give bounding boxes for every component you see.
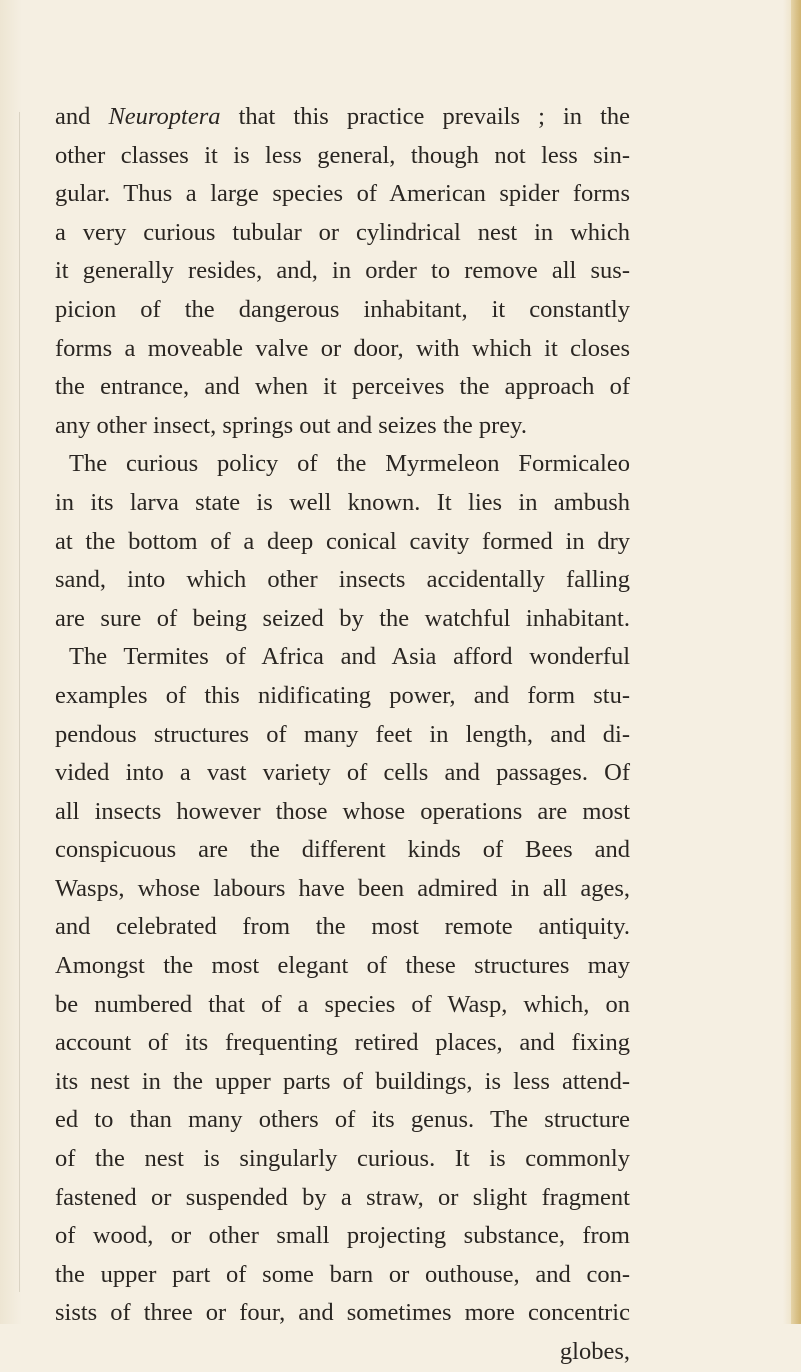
text-line: the upper part of some barn or outhouse, and con- bbox=[55, 1260, 630, 1288]
text-fragment: and bbox=[55, 103, 109, 130]
text-line: other classes it is less general, though not less sin- bbox=[55, 141, 630, 169]
text-line: the entrance, and when it perceives the approach of bbox=[55, 373, 630, 401]
text-line: of wood, or other small projecting substance, from bbox=[55, 1222, 630, 1250]
text-line: at the bottom of a deep conical cavity formed in dry bbox=[55, 527, 630, 555]
page-gutter-line bbox=[19, 112, 20, 1292]
text-line bbox=[55, 98, 630, 137]
text-line: a very curious tubular or cylindrical nest in which bbox=[55, 218, 630, 246]
text-line: it generally resides, and, in order to remove all sus- bbox=[55, 257, 630, 285]
text-line: and celebrated from the most remote antiquity. bbox=[55, 913, 630, 941]
text-line: gular. Thus a large species of American spider forms bbox=[55, 180, 630, 208]
text-line: be numbered that of a species of Wasp, which, on bbox=[55, 990, 630, 1018]
body-text bbox=[55, 98, 630, 1372]
text-line: ed to than many others of its genus. The structure bbox=[55, 1106, 630, 1134]
text-line: Wasps, whose labours have been admired in all ages, bbox=[55, 874, 630, 902]
text-line: are sure of being seized by the watchful inhabitant. bbox=[55, 604, 630, 632]
text-line: fastened or suspended by a straw, or slight fragment bbox=[55, 1183, 630, 1211]
text-line: The Termites of Africa and Asia afford wonderful bbox=[69, 643, 630, 671]
page-edge bbox=[791, 0, 801, 1324]
text-line: its nest in the upper parts of buildings, is less attend- bbox=[55, 1067, 630, 1095]
italic-term: Neuroptera bbox=[108, 103, 221, 130]
text-line: account of its frequenting retired places, and fixing bbox=[55, 1029, 630, 1057]
text-line: any other insect, springs out and seizes the prey. bbox=[55, 411, 527, 439]
text-line: all insects however those whose operations are most bbox=[55, 797, 630, 825]
text-line: sists of three or four, and sometimes more concentric bbox=[55, 1299, 630, 1327]
text-line: conspicuous are the different kinds of Bees and bbox=[55, 836, 630, 864]
text-line: pendous structures of many feet in length, and di- bbox=[55, 720, 630, 748]
text-fragment: that this practice prevails ; in the bbox=[220, 103, 631, 130]
text-line: The curious policy of the Myrmeleon Formicaleo bbox=[69, 450, 630, 478]
catchword: globes, bbox=[559, 1338, 630, 1365]
text-line: sand, into which other insects accidentally falling bbox=[55, 566, 630, 594]
text-line: in its larva state is well known. It lies in ambush bbox=[55, 488, 630, 516]
text-line: Amongst the most elegant of these structures may bbox=[55, 952, 630, 980]
text-line: examples of this nidificating power, and form stu- bbox=[55, 681, 630, 709]
text-line: of the nest is singularly curious. It is commonly bbox=[55, 1145, 630, 1173]
text-line: picion of the dangerous inhabitant, it constantly bbox=[55, 295, 630, 323]
text-line: forms a moveable valve or door, with which it closes bbox=[55, 334, 630, 362]
text-line: vided into a vast variety of cells and passages. Of bbox=[55, 759, 630, 787]
